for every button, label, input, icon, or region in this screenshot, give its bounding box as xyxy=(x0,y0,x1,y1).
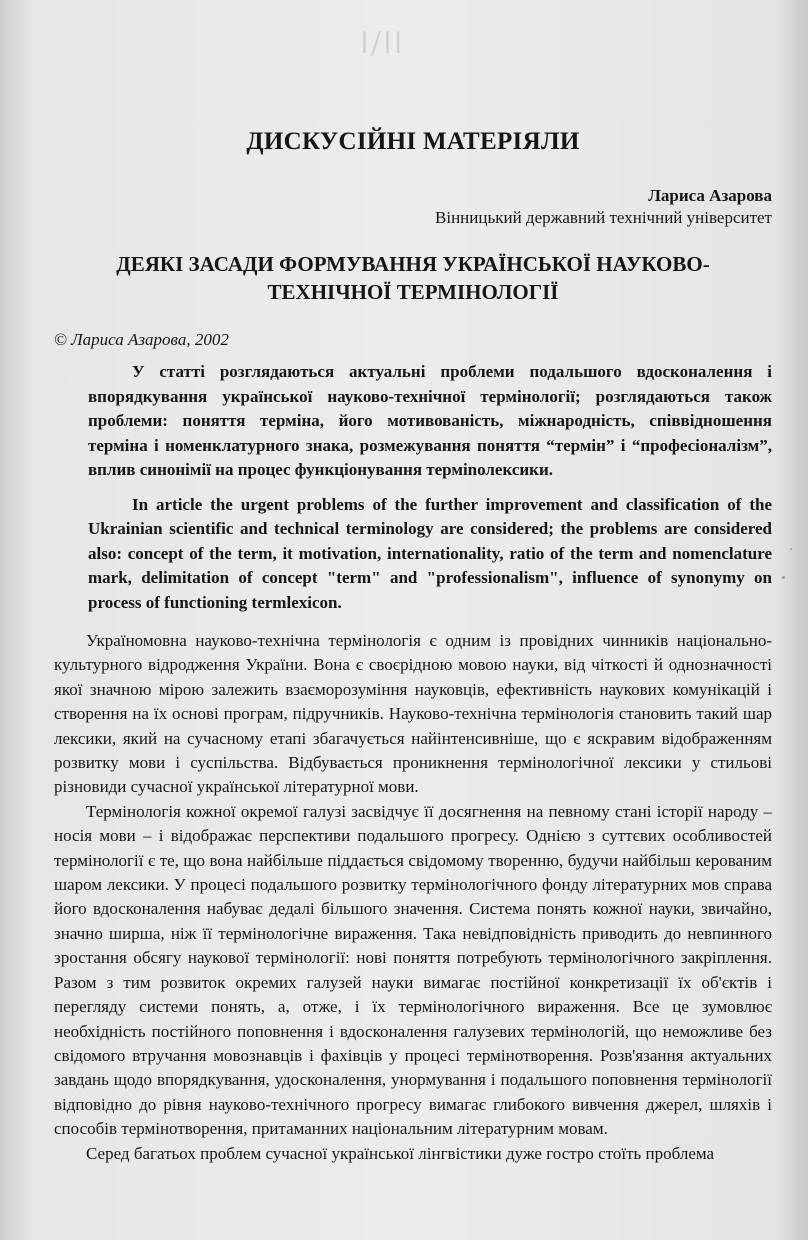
body-paragraph-2: Термінологія кожної окремої галузі засвідчує її досягнення на певному стані історії народу – носія мови – і відображає перспективи подальшого прогресу. Однією з суттєвих особливостей термінології є те, що вона найбільше піддається свідомому творенню, будучи найбільш керованим шаром лексики. У процесі подальшого розвитку термінологічного фонду літературних мов справа його вдосконалення набуває дедалі більшого значення. Система понять кожної науки, звичайно, значно ширша, ніж її термінологічне вираження. Така невідповідність приводить до невпинного зростання обсягу наукової термінології: нові поняття потребують термінологічного закріплення. Разом з тим розвиток окремих галузей науки вимагає постійної конкретизації їх об'єктів і перегляду системи понять, а, отже, і їх термінологічного вираження. Все це зумовлює необхідність постійного поповнення і вдосконалення галузевих термінологій, що неможливе без свідомого втручання мовознавців і фахівців у процесі термінотворення. Розв'язання актуальних завдань щодо впорядкування, удосконалення, унормування і подальшого поповнення термінології відповідно до рівня науково-технічного прогресу вимагає глибокого вивчення джерел, шляхів і способів термінотворення, притаманних національним літературним мовам. xyxy=(54,801,772,1139)
author-affiliation: Вінницький державний технічний університет xyxy=(435,208,772,227)
article-title: ДЕЯКІ ЗАСАДИ ФОРМУВАННЯ УКРАЇНСЬКОЇ НАУКОВО-ТЕХНІЧНОЇ ТЕРМІНОЛОГІЇ xyxy=(116,252,710,304)
author-name: Лариса Азарова xyxy=(648,186,772,205)
page-content xyxy=(54,128,772,1166)
abstract-english: In article the urgent problems of the further improvement and classification of the Ukrainian scientific and technical terminology are considered; the problems are considered also: concept of the term, it motivation, internationality, ratio of the term and nomenclature mark, delimitation of concept "term" and "professionalism", influence of synonymy on process of functioning termlexicon. xyxy=(88,494,772,612)
scan-speck xyxy=(790,548,792,550)
section-title: ДИСКУСІЙНІ МАТЕРІЯЛИ xyxy=(246,128,580,155)
copyright-line: © Лариса Азарова, 2002 xyxy=(54,330,229,349)
abstract-ukrainian: У статті розглядаються актуальні проблеми подальшого вдосконалення і впорядкування української науково-технічної термінології; розглядаються також проблеми: поняття терміна, його мотивованість, міжнародність, співвідношення терміна і номенклатурного знака, розмежування поняття “термін” і “професіоналізм”, вплив синонімії на процес функціонування терміnолексики. xyxy=(88,362,772,479)
scan-speck xyxy=(782,576,785,579)
body-paragraph-3: Серед багатьох проблем сучасної української лінгвістики дуже гостро стоїть проблема xyxy=(86,1143,715,1163)
faded-page-number: ǀ∕ǀǀ xyxy=(360,26,405,61)
body-paragraph-1: Україномовна науково-технічна термінологія є одним із провідних чинників національно-культурного відродження України. Вона є своєрідною мовою науки, від чіткості й однозначності якої значною мірою залежить взаєморозуміння науковців, ефективність наукових комунікацій і створення на їх основі програм, підручників. Науково-технічна термінологія становить такий шар лексики, який на сучасному етапі збагачується найінтенсивніше, що є яскравим відображенням розвитку мови і суспільства. Відбувається проникнення термінологічної лексики у стильові різновиди сучасної української літературної мови. xyxy=(54,631,772,797)
